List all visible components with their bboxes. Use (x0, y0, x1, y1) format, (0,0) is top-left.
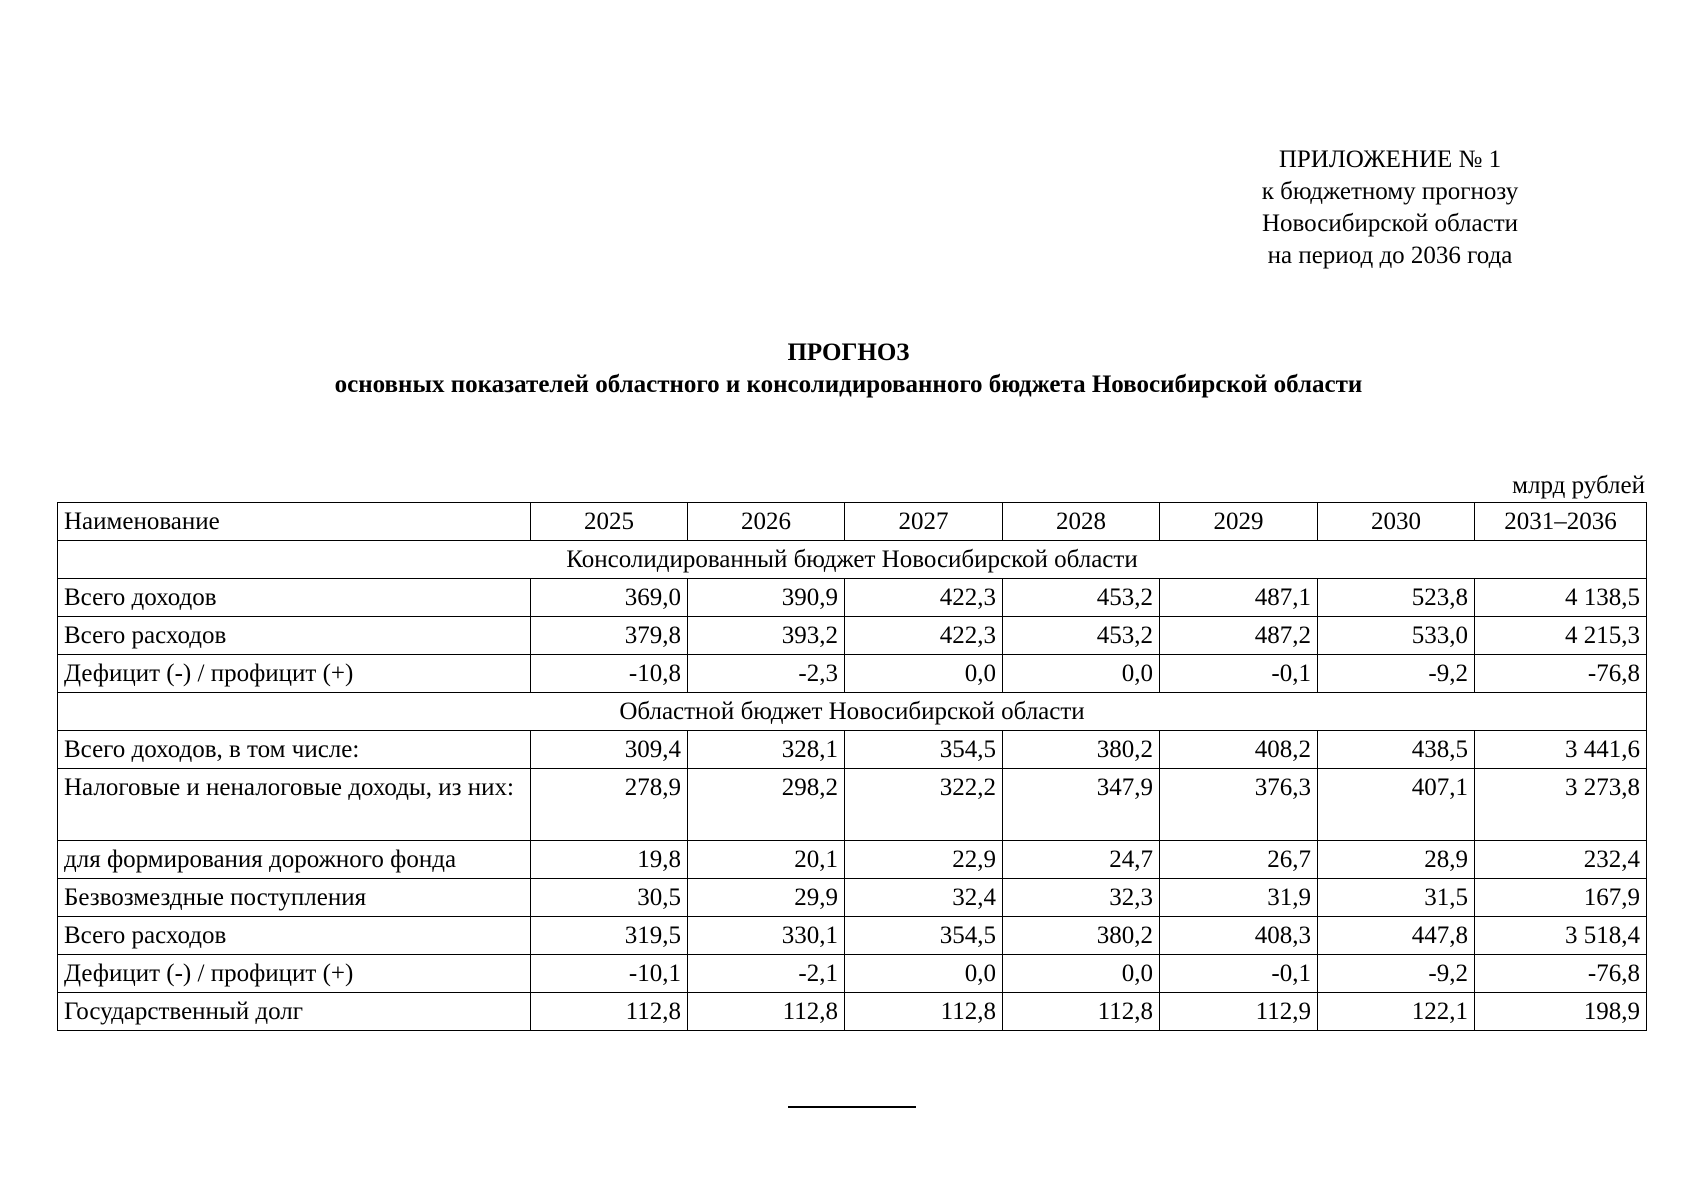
value-cell: 3 273,8 (1475, 769, 1647, 841)
value-cell: -10,1 (531, 955, 688, 993)
end-divider (788, 1106, 916, 1108)
value-cell: 393,2 (688, 617, 845, 655)
row-name: Всего расходов (58, 617, 531, 655)
value-cell: -2,1 (688, 955, 845, 993)
appendix-line: к бюджетному прогнозу (1261, 178, 1519, 205)
value-cell: -9,2 (1318, 655, 1475, 693)
document-title: ПРОГНОЗ (787, 339, 910, 366)
table-header-row (58, 503, 1647, 541)
value-cell: 31,5 (1318, 879, 1475, 917)
value-cell: -2,3 (688, 655, 845, 693)
table-row (58, 769, 1647, 841)
value-cell: 112,8 (688, 993, 845, 1031)
header-cell: Наименование (58, 503, 531, 541)
value-cell: 376,3 (1160, 769, 1318, 841)
table-row (58, 917, 1647, 955)
header-cell: 2030 (1318, 503, 1475, 541)
value-cell: 0,0 (1003, 655, 1160, 693)
value-cell: 380,2 (1003, 917, 1160, 955)
value-cell: 330,1 (688, 917, 845, 955)
value-cell: -10,8 (531, 655, 688, 693)
header-cell: 2029 (1160, 503, 1318, 541)
row-name: Государственный долг (58, 993, 531, 1031)
appendix-line: ПРИЛОЖЕНИЕ № 1 (1278, 146, 1502, 173)
value-cell: -76,8 (1475, 955, 1647, 993)
value-cell: 533,0 (1318, 617, 1475, 655)
value-cell: 347,9 (1003, 769, 1160, 841)
value-cell: 408,3 (1160, 917, 1318, 955)
value-cell: 369,0 (531, 579, 688, 617)
value-cell: 3 518,4 (1475, 917, 1647, 955)
value-cell: 31,9 (1160, 879, 1318, 917)
row-name: Налоговые и неналоговые доходы, из них: (58, 769, 531, 841)
value-cell: 0,0 (845, 955, 1003, 993)
row-name: Дефицит (-) / профицит (+) (58, 655, 531, 693)
table-row (58, 955, 1647, 993)
value-cell: 26,7 (1160, 841, 1318, 879)
value-cell: 422,3 (845, 617, 1003, 655)
value-cell: 112,9 (1160, 993, 1318, 1031)
value-cell: -9,2 (1318, 955, 1475, 993)
header-cell: 2025 (531, 503, 688, 541)
value-cell: 112,8 (1003, 993, 1160, 1031)
value-cell: 453,2 (1003, 617, 1160, 655)
value-cell: 453,2 (1003, 579, 1160, 617)
value-cell: 112,8 (531, 993, 688, 1031)
value-cell: 298,2 (688, 769, 845, 841)
table-row (58, 841, 1647, 879)
value-cell: 112,8 (845, 993, 1003, 1031)
table-body (58, 541, 1647, 1031)
section-title: Консолидированный бюджет Новосибирской области (58, 541, 1647, 579)
appendix-line: Новосибирской области (1261, 210, 1519, 237)
value-cell: 354,5 (845, 917, 1003, 955)
table-row (58, 617, 1647, 655)
row-name: Дефицит (-) / профицит (+) (58, 955, 531, 993)
value-cell: 22,9 (845, 841, 1003, 879)
row-name: Всего расходов (58, 917, 531, 955)
value-cell: 20,1 (688, 841, 845, 879)
value-cell: 319,5 (531, 917, 688, 955)
value-cell: 3 441,6 (1475, 731, 1647, 769)
value-cell: 390,9 (688, 579, 845, 617)
value-cell: -0,1 (1160, 655, 1318, 693)
value-cell: 232,4 (1475, 841, 1647, 879)
value-cell: 198,9 (1475, 993, 1647, 1031)
value-cell: 24,7 (1003, 841, 1160, 879)
table-row (58, 731, 1647, 769)
value-cell: 322,2 (845, 769, 1003, 841)
value-cell: 328,1 (688, 731, 845, 769)
value-cell: 487,1 (1160, 579, 1318, 617)
value-cell: 379,8 (531, 617, 688, 655)
document-subtitle: основных показателей областного и консолидированного бюджета Новосибирской области (334, 371, 1363, 398)
value-cell: 0,0 (845, 655, 1003, 693)
section-title: Областной бюджет Новосибирской области (58, 693, 1647, 731)
row-name: Всего доходов, в том числе: (58, 731, 531, 769)
row-name: Безвозмездные поступления (58, 879, 531, 917)
value-cell: 32,3 (1003, 879, 1160, 917)
value-cell: 122,1 (1318, 993, 1475, 1031)
value-cell: 354,5 (845, 731, 1003, 769)
value-cell: 32,4 (845, 879, 1003, 917)
value-cell: 29,9 (688, 879, 845, 917)
value-cell: 523,8 (1318, 579, 1475, 617)
forecast-table (57, 502, 1647, 1031)
table-row (58, 879, 1647, 917)
units-label: млрд рублей (1512, 472, 1645, 499)
value-cell: 309,4 (531, 731, 688, 769)
value-cell: 422,3 (845, 579, 1003, 617)
value-cell: 30,5 (531, 879, 688, 917)
value-cell: 19,8 (531, 841, 688, 879)
value-cell: 278,9 (531, 769, 688, 841)
value-cell: -0,1 (1160, 955, 1318, 993)
value-cell: 28,9 (1318, 841, 1475, 879)
appendix-line: на период до 2036 года (1267, 242, 1513, 269)
value-cell: 408,2 (1160, 731, 1318, 769)
value-cell: 380,2 (1003, 731, 1160, 769)
table-row (58, 655, 1647, 693)
value-cell: 487,2 (1160, 617, 1318, 655)
appendix-note (1180, 144, 1600, 272)
table-row (58, 579, 1647, 617)
value-cell: 0,0 (1003, 955, 1160, 993)
value-cell: 447,8 (1318, 917, 1475, 955)
row-name: для формирования дорожного фонда (58, 841, 531, 879)
header-cell: 2027 (845, 503, 1003, 541)
value-cell: 4 215,3 (1475, 617, 1647, 655)
table-row (58, 993, 1647, 1031)
section-row (58, 693, 1647, 731)
value-cell: 407,1 (1318, 769, 1475, 841)
value-cell: 438,5 (1318, 731, 1475, 769)
row-name: Всего доходов (58, 579, 531, 617)
header-cell: 2026 (688, 503, 845, 541)
header-cell: 2031–2036 (1475, 503, 1647, 541)
value-cell: 167,9 (1475, 879, 1647, 917)
header-cell: 2028 (1003, 503, 1160, 541)
section-row (58, 541, 1647, 579)
value-cell: -76,8 (1475, 655, 1647, 693)
value-cell: 4 138,5 (1475, 579, 1647, 617)
